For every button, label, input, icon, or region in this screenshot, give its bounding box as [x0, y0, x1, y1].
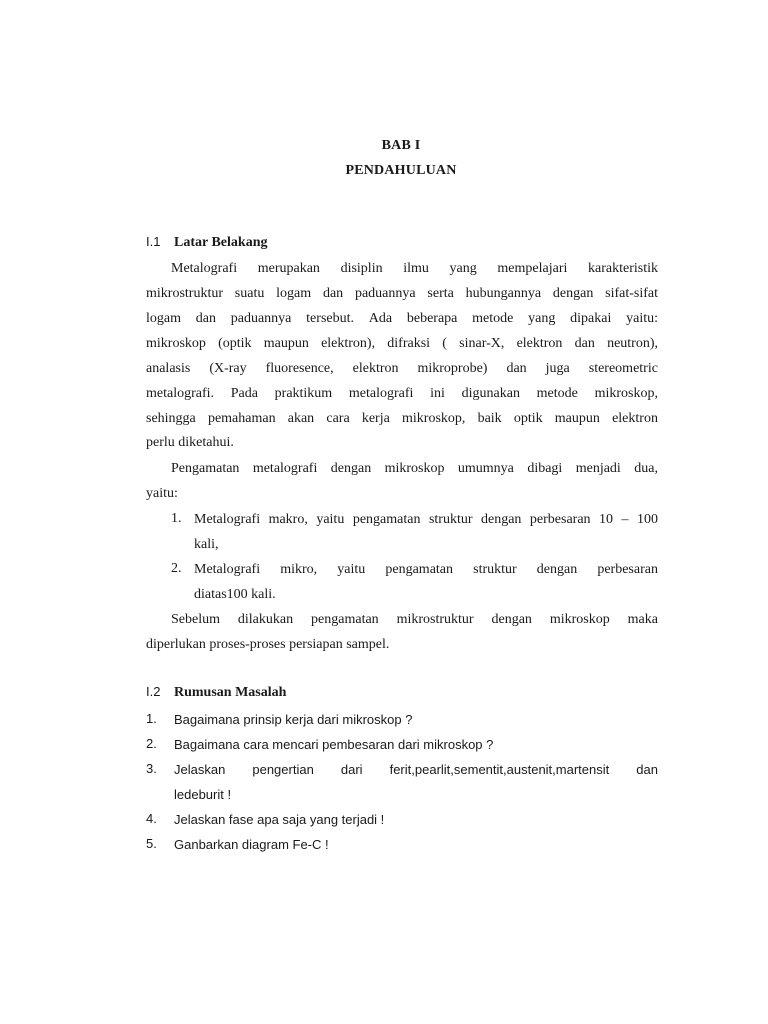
word: yaitu: — [626, 311, 658, 326]
word: dengan — [552, 286, 594, 301]
word: maupun — [554, 411, 600, 426]
word: yang — [528, 311, 556, 326]
word: logam — [146, 311, 181, 326]
list-number: 4. — [146, 811, 157, 826]
paragraph-line: perlu diketahui. — [146, 435, 234, 450]
word: sinar-X, — [459, 336, 505, 351]
paragraph-line — [146, 310, 658, 328]
word: umumnya — [457, 461, 514, 476]
word: mikro, — [280, 562, 318, 577]
word: dan — [506, 361, 527, 376]
list-number: 1. — [146, 711, 157, 726]
word: elektron), — [321, 336, 376, 351]
word: yaitu — [316, 512, 345, 527]
chapter-number: BAB I — [381, 138, 421, 153]
word: dilakukan — [237, 612, 294, 627]
word: menjadi — [575, 461, 621, 476]
paragraph-line — [146, 335, 658, 353]
question-item: Ganbarkan diagram Fe-C ! — [174, 837, 329, 852]
word: elektron — [352, 361, 399, 376]
section-heading-latar-belakang — [146, 234, 267, 251]
word: logam — [276, 286, 312, 301]
word: ferit,pearlit,sementit,austenit,martensit — [389, 762, 610, 777]
list-item-line: diatas100 kali. — [194, 587, 276, 602]
word: pengertian — [252, 762, 314, 777]
word: dan — [322, 286, 344, 301]
list-number: 3. — [146, 761, 157, 776]
word: pengamatan — [311, 612, 379, 627]
list-number: 2. — [171, 561, 182, 576]
word: Metalografi — [171, 261, 238, 276]
word: dengan — [330, 461, 372, 476]
section-number: I.1 — [146, 234, 161, 249]
word: metode — [472, 311, 514, 326]
word: sehingga — [146, 411, 196, 426]
word: ini — [430, 386, 445, 401]
word: mikroskop, — [402, 411, 466, 426]
word: dari — [340, 762, 363, 777]
word: juga — [545, 361, 570, 376]
word: maka — [627, 612, 658, 627]
word: metalografi — [348, 386, 414, 401]
word: dan — [195, 311, 216, 326]
word: perbesaran — [529, 512, 591, 527]
word: elektron — [516, 336, 563, 351]
list-item-line: kali, — [194, 537, 219, 552]
word: akan — [287, 411, 315, 426]
list-item-mikro — [194, 561, 658, 579]
word: neutron), — [607, 336, 658, 351]
word: dibagi — [527, 461, 563, 476]
paragraph-sebelum-line — [171, 611, 658, 629]
paragraph-line — [171, 260, 658, 278]
word: pemahaman — [207, 411, 276, 426]
word: perbesaran — [597, 562, 658, 577]
word: – — [621, 512, 629, 527]
word: paduannya — [354, 286, 416, 301]
paragraph-line — [146, 360, 658, 378]
word: merupakan — [257, 261, 320, 276]
word: baik — [477, 411, 502, 426]
word: metode — [536, 386, 578, 401]
word: dua, — [634, 461, 658, 476]
word: dengan — [491, 612, 532, 627]
word: optik — [513, 411, 543, 426]
word: difraksi — [387, 336, 431, 351]
word: Sebelum — [171, 612, 220, 627]
word: Pengamatan — [171, 461, 240, 476]
word: yang — [449, 261, 477, 276]
section-heading-rumusan-masalah — [146, 684, 286, 701]
word: mikroskop — [384, 461, 445, 476]
word: 10 — [599, 512, 614, 527]
word: mikrostruktur — [396, 612, 474, 627]
word: digunakan — [461, 386, 520, 401]
word: dengan — [480, 512, 522, 527]
word: Ada — [368, 311, 393, 326]
word: kerja — [361, 411, 390, 426]
section-title: Latar Belakang — [174, 235, 268, 250]
paragraph-line: yaitu: — [146, 486, 178, 501]
word: yaitu — [337, 562, 366, 577]
word: maupun — [263, 336, 309, 351]
word: (optik — [218, 336, 252, 351]
list-item-makro — [194, 511, 658, 529]
chapter-title: PENDAHULUAN — [345, 163, 457, 178]
word: Metalografi — [194, 512, 261, 527]
word: 100 — [637, 512, 658, 527]
word: hubungannya — [465, 286, 542, 301]
word: pengamatan — [352, 512, 421, 527]
list-number: 2. — [146, 736, 157, 751]
word: makro, — [268, 512, 308, 527]
word: ( — [442, 336, 447, 351]
word: pengamatan — [385, 562, 454, 577]
question-item: Bagaimana prinsip kerja dari mikroskop ? — [174, 712, 413, 727]
word: dipakai — [570, 311, 612, 326]
paragraph-pengamatan-line — [171, 460, 658, 478]
word: ilmu — [403, 261, 429, 276]
word: fluoresence, — [265, 361, 334, 376]
question-item: Jelaskan fase apa saja yang terjadi ! — [174, 812, 385, 827]
word: (X-ray — [209, 361, 247, 376]
word: metalografi — [252, 461, 318, 476]
list-number: 1. — [171, 511, 182, 526]
word: cara — [326, 411, 350, 426]
word: elektron — [612, 411, 658, 426]
word: mempelajari — [497, 261, 568, 276]
word: mikroskop, — [594, 386, 658, 401]
word: stereometric — [588, 361, 658, 376]
word: mikrostruktur — [146, 286, 223, 301]
section-number: I.2 — [146, 684, 161, 699]
question-item: Bagaimana cara mencari pembesaran dari mikroskop ? — [174, 737, 494, 752]
word: beberapa — [406, 311, 458, 326]
word: serta — [427, 286, 454, 301]
paragraph-line — [146, 410, 658, 428]
word: karakteristik — [588, 261, 658, 276]
word: struktur — [473, 562, 517, 577]
word: struktur — [428, 512, 473, 527]
paragraph-line: diperlukan proses-proses persiapan sampel. — [146, 637, 390, 652]
word: dan — [636, 762, 658, 777]
word: Pada — [230, 386, 258, 401]
word: dan — [574, 336, 595, 351]
question-item — [174, 761, 658, 779]
word: disiplin — [340, 261, 383, 276]
list-number: 5. — [146, 836, 157, 851]
word: dengan — [536, 562, 578, 577]
word: suatu — [234, 286, 265, 301]
paragraph-line — [146, 285, 658, 303]
word: sifat-sifat — [605, 286, 658, 301]
question-item-line: ledeburit ! — [174, 787, 232, 802]
word: metalografi. — [146, 386, 215, 401]
paragraph-line — [146, 385, 658, 403]
word: Metalografi — [194, 562, 261, 577]
word: tersebut. — [306, 311, 354, 326]
word: mikroskop — [549, 612, 610, 627]
section-title: Rumusan Masalah — [174, 685, 287, 700]
word: praktikum — [274, 386, 333, 401]
word: analasis — [146, 361, 191, 376]
word: mikroprobe) — [417, 361, 488, 376]
word: Jelaskan — [174, 762, 226, 777]
word: mikroskop — [146, 336, 206, 351]
word: paduannya — [230, 311, 292, 326]
